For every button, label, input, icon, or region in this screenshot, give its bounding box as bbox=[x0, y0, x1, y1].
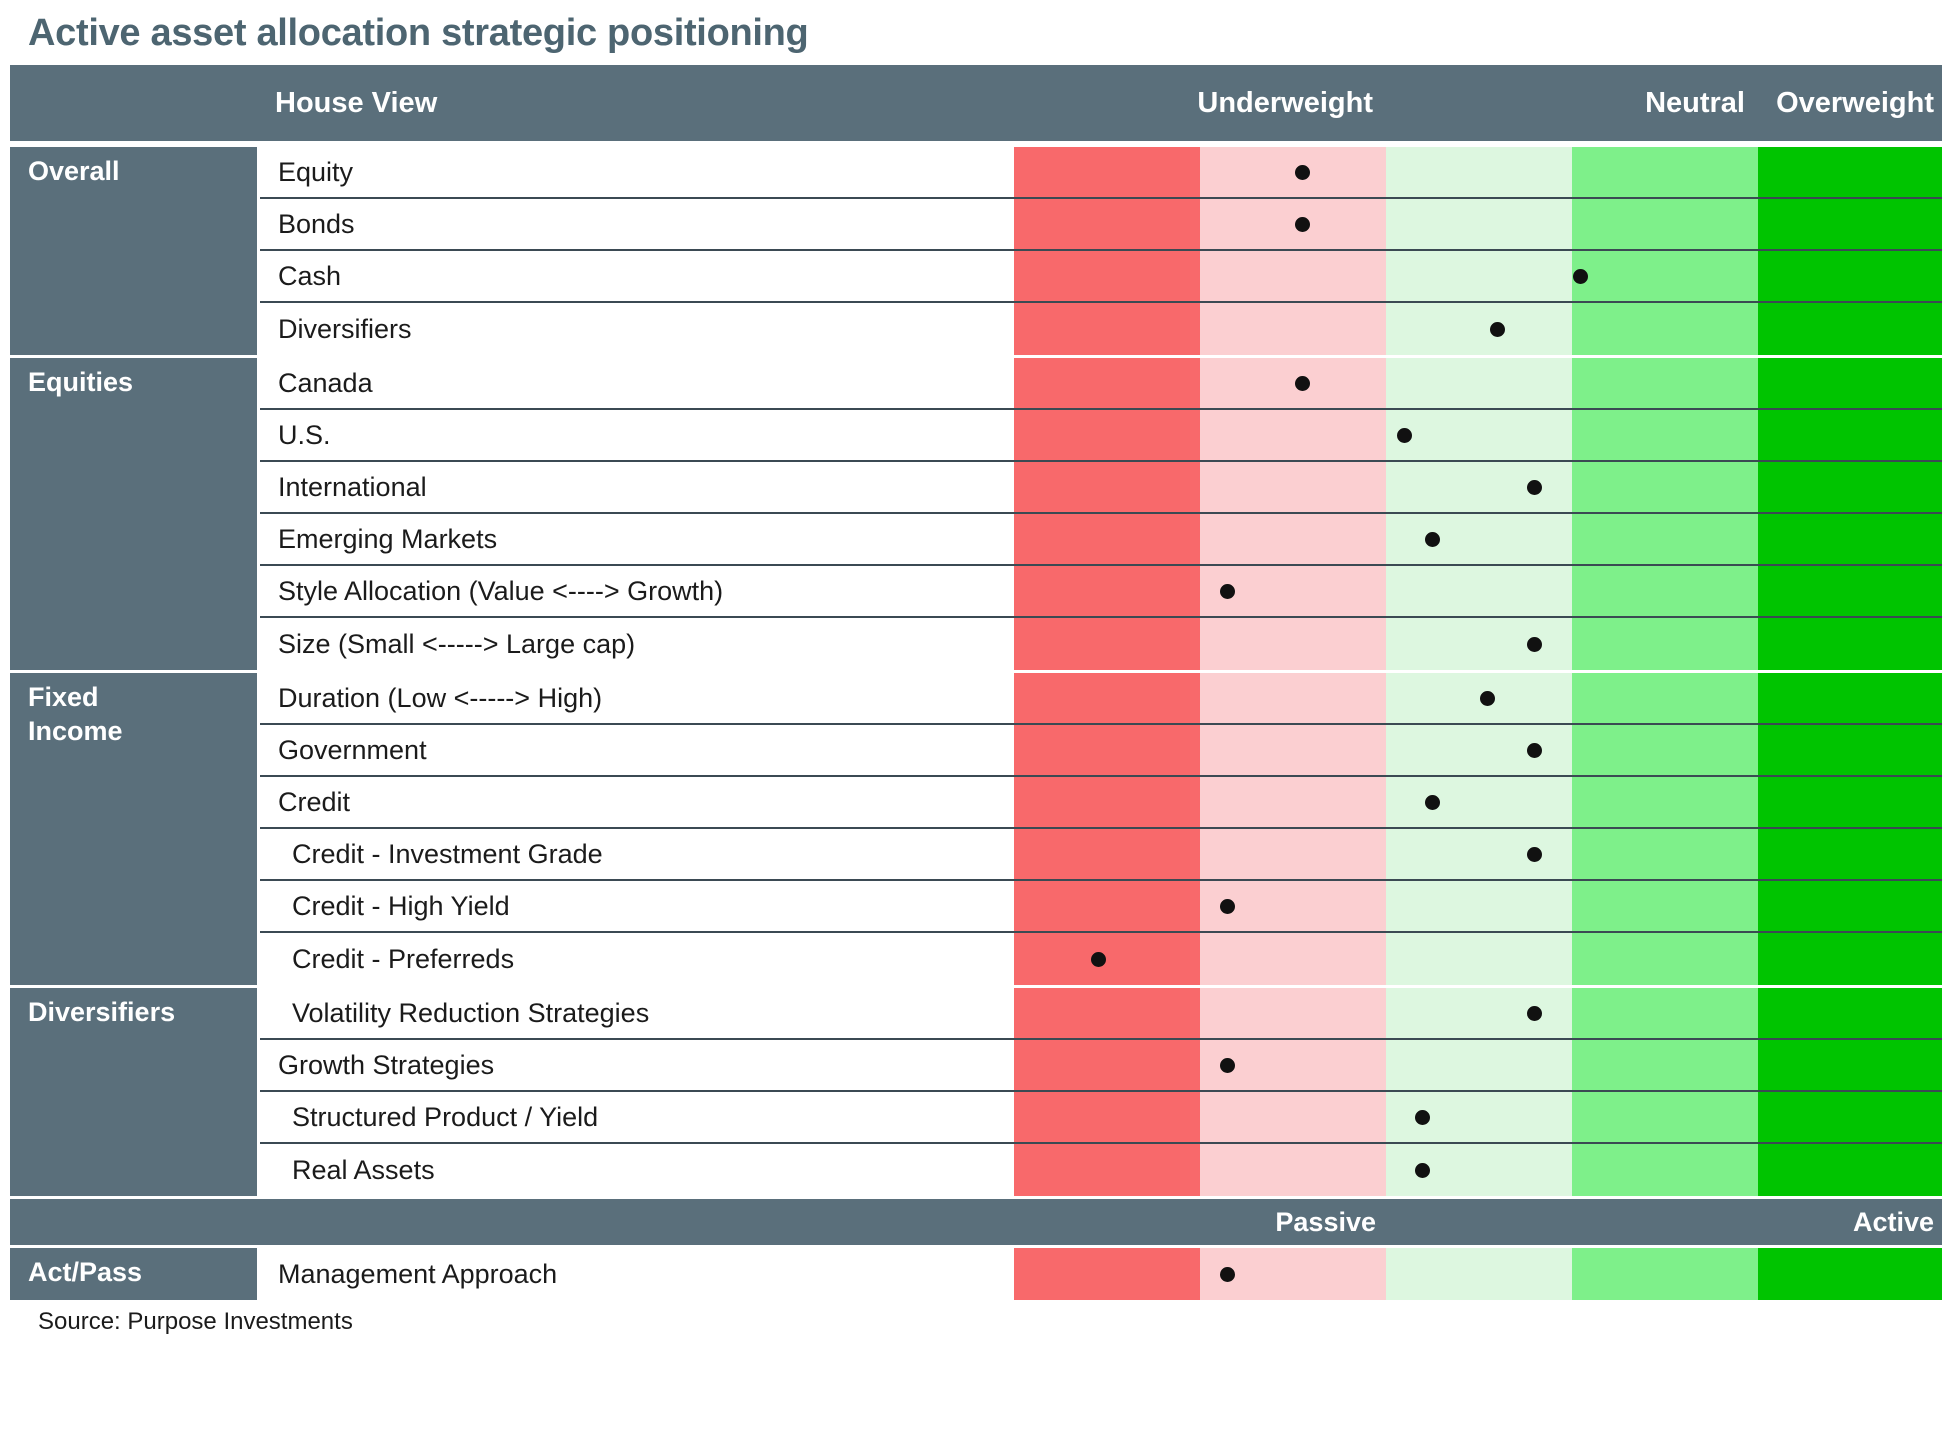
scale-segment-2 bbox=[1200, 251, 1386, 301]
scale-segment-4 bbox=[1572, 1248, 1758, 1300]
scale-segment-2 bbox=[1200, 410, 1386, 460]
header-neutral: Neutral bbox=[1645, 86, 1745, 119]
row-label: International bbox=[260, 462, 1014, 512]
header-underweight: Underweight bbox=[1197, 86, 1373, 119]
scale-segment-5 bbox=[1758, 673, 1942, 723]
scale-wrapper bbox=[1014, 514, 1942, 564]
row-scale bbox=[1014, 881, 1942, 931]
row-scale bbox=[1014, 566, 1942, 616]
table-row[interactable] bbox=[260, 933, 1942, 985]
row-label: Bonds bbox=[260, 199, 1014, 249]
scale-segment-3 bbox=[1386, 988, 1572, 1038]
scale-segment-1 bbox=[1014, 566, 1200, 616]
row-label: Style Allocation (Value <----> Growth) bbox=[260, 566, 1014, 616]
scale-segment-3 bbox=[1386, 199, 1572, 249]
scale-segment-3 bbox=[1386, 358, 1572, 408]
section-rows bbox=[260, 358, 1942, 670]
row-label: Cash bbox=[260, 251, 1014, 301]
scale-segment-5 bbox=[1758, 988, 1942, 1038]
scale-wrapper bbox=[1014, 1092, 1942, 1142]
scale-segment-4 bbox=[1572, 514, 1758, 564]
scale-segment-3 bbox=[1386, 881, 1572, 931]
table-row[interactable] bbox=[260, 881, 1942, 933]
scale-wrapper bbox=[1014, 988, 1942, 1038]
scale-segment-1 bbox=[1014, 410, 1200, 460]
table-row[interactable] bbox=[260, 1092, 1942, 1144]
scale-segment-3 bbox=[1386, 673, 1572, 723]
scale-segment-4 bbox=[1572, 462, 1758, 512]
row-scale bbox=[1014, 933, 1942, 985]
scale-segment-3 bbox=[1386, 1092, 1572, 1142]
scale-segment-3 bbox=[1386, 1040, 1572, 1090]
scale-segment-5 bbox=[1758, 303, 1942, 355]
scale-segment-1 bbox=[1014, 881, 1200, 931]
row-label: Diversifiers bbox=[260, 303, 1014, 355]
allocation-table bbox=[10, 65, 1942, 1300]
scale-segment-5 bbox=[1758, 725, 1942, 775]
scale-segment-2 bbox=[1200, 1092, 1386, 1142]
table-row[interactable] bbox=[260, 147, 1942, 199]
pa-mid-spacer bbox=[1386, 1207, 1758, 1238]
label-passive: Passive bbox=[1275, 1206, 1376, 1237]
scale-segment-3 bbox=[1386, 777, 1572, 827]
scale-segment-2 bbox=[1200, 725, 1386, 775]
scale-wrapper bbox=[1014, 303, 1942, 355]
scale-segment-1 bbox=[1014, 199, 1200, 249]
position-marker bbox=[1397, 428, 1412, 443]
row-label: Structured Product / Yield bbox=[260, 1092, 1014, 1142]
section-category-label: Fixed Income bbox=[10, 673, 260, 985]
row-label: Real Assets bbox=[260, 1144, 1014, 1196]
scale-segment-3 bbox=[1386, 933, 1572, 985]
scale-segment-1 bbox=[1014, 462, 1200, 512]
row-label: U.S. bbox=[260, 410, 1014, 460]
table-row[interactable] bbox=[260, 566, 1942, 618]
scale-wrapper bbox=[1014, 777, 1942, 827]
position-marker bbox=[1091, 952, 1106, 967]
position-marker bbox=[1527, 743, 1542, 758]
position-marker bbox=[1527, 480, 1542, 495]
row-scale bbox=[1014, 777, 1942, 827]
page-title: Active asset allocation strategic positioning bbox=[28, 12, 809, 54]
row-scale bbox=[1014, 303, 1942, 355]
position-marker bbox=[1425, 532, 1440, 547]
scale-segment-1 bbox=[1014, 933, 1200, 985]
row-label: Volatility Reduction Strategies bbox=[260, 988, 1014, 1038]
row-scale bbox=[1014, 514, 1942, 564]
scale-segment-3 bbox=[1386, 303, 1572, 355]
scale-segment-3 bbox=[1386, 410, 1572, 460]
scale-segment-4 bbox=[1572, 147, 1758, 197]
scale-segment-4 bbox=[1572, 251, 1758, 301]
section-diversifiers bbox=[10, 985, 1942, 1196]
actpass-container bbox=[10, 1245, 1942, 1300]
scale-segment-4 bbox=[1572, 1144, 1758, 1196]
scale-segment-2 bbox=[1200, 199, 1386, 249]
scale-segment-1 bbox=[1014, 1040, 1200, 1090]
position-marker bbox=[1490, 322, 1505, 337]
scale-segment-2 bbox=[1200, 829, 1386, 879]
scale-wrapper bbox=[1014, 358, 1942, 408]
row-scale bbox=[1014, 1040, 1942, 1090]
pa-scale bbox=[1014, 1207, 1942, 1238]
scale-wrapper bbox=[1014, 829, 1942, 879]
row-scale bbox=[1014, 988, 1942, 1038]
section-act-pass bbox=[10, 1245, 1942, 1300]
scale-segment-1 bbox=[1014, 1144, 1200, 1196]
scale-segment-4 bbox=[1572, 566, 1758, 616]
scale-segment-5 bbox=[1758, 933, 1942, 985]
scale-segment-5 bbox=[1758, 777, 1942, 827]
scale-segment-4 bbox=[1572, 1040, 1758, 1090]
row-label: Size (Small <-----> Large cap) bbox=[260, 618, 1014, 670]
scale-segment-4 bbox=[1572, 673, 1758, 723]
scale-segment-4 bbox=[1572, 199, 1758, 249]
source-note: Source: Purpose Investments bbox=[38, 1308, 353, 1335]
scale-segment-3 bbox=[1386, 566, 1572, 616]
scale-segment-4 bbox=[1572, 881, 1758, 931]
scale-segment-1 bbox=[1014, 673, 1200, 723]
scale-wrapper bbox=[1014, 1248, 1942, 1300]
row-scale bbox=[1014, 1092, 1942, 1142]
position-marker bbox=[1425, 795, 1440, 810]
scale-segment-3 bbox=[1386, 514, 1572, 564]
table-row[interactable] bbox=[260, 673, 1942, 725]
scale-segment-2 bbox=[1200, 1144, 1386, 1196]
scale-wrapper bbox=[1014, 462, 1942, 512]
scale-segment-2 bbox=[1200, 618, 1386, 670]
scale-segment-3 bbox=[1386, 829, 1572, 879]
row-scale bbox=[1014, 1144, 1942, 1196]
scale-segment-1 bbox=[1014, 618, 1200, 670]
row-label: Credit - High Yield bbox=[260, 881, 1014, 931]
scale-segment-5 bbox=[1758, 829, 1942, 879]
position-marker bbox=[1295, 217, 1310, 232]
row-label: Equity bbox=[260, 147, 1014, 197]
section-category-label: Act/Pass bbox=[10, 1248, 260, 1300]
scale-segment-5 bbox=[1758, 1144, 1942, 1196]
scale-segment-2 bbox=[1200, 147, 1386, 197]
scale-segment-2 bbox=[1200, 303, 1386, 355]
scale-segment-2 bbox=[1200, 514, 1386, 564]
scale-segment-5 bbox=[1758, 1040, 1942, 1090]
table-row[interactable] bbox=[260, 1040, 1942, 1092]
scale-segment-2 bbox=[1200, 673, 1386, 723]
table-row[interactable] bbox=[260, 1144, 1942, 1196]
position-marker bbox=[1295, 376, 1310, 391]
scale-segment-5 bbox=[1758, 566, 1942, 616]
sections-container bbox=[10, 144, 1942, 1196]
row-scale bbox=[1014, 251, 1942, 301]
scale-segment-2 bbox=[1200, 777, 1386, 827]
scale-wrapper bbox=[1014, 1040, 1942, 1090]
section-category-label: Diversifiers bbox=[10, 988, 260, 1196]
row-label: Management Approach bbox=[260, 1248, 1014, 1300]
scale-segment-2 bbox=[1200, 933, 1386, 985]
section-equities bbox=[10, 355, 1942, 670]
scale-segment-5 bbox=[1758, 618, 1942, 670]
position-marker bbox=[1527, 637, 1542, 652]
position-marker bbox=[1295, 165, 1310, 180]
table-row[interactable] bbox=[260, 251, 1942, 303]
table-row[interactable] bbox=[260, 829, 1942, 881]
scale-segment-5 bbox=[1758, 251, 1942, 301]
row-scale bbox=[1014, 410, 1942, 460]
table-row[interactable] bbox=[260, 618, 1942, 670]
section-rows bbox=[260, 1248, 1942, 1300]
scale-wrapper bbox=[1014, 410, 1942, 460]
row-scale bbox=[1014, 462, 1942, 512]
scale-wrapper bbox=[1014, 251, 1942, 301]
table-row[interactable] bbox=[260, 514, 1942, 566]
row-scale bbox=[1014, 147, 1942, 197]
scale-wrapper bbox=[1014, 725, 1942, 775]
position-marker bbox=[1527, 847, 1542, 862]
scale-segment-1 bbox=[1014, 777, 1200, 827]
scale-wrapper bbox=[1014, 618, 1942, 670]
scale-segment-4 bbox=[1572, 933, 1758, 985]
scale-wrapper bbox=[1014, 673, 1942, 723]
section-rows bbox=[260, 147, 1942, 355]
row-label: Credit - Investment Grade bbox=[260, 829, 1014, 879]
scale-segment-1 bbox=[1014, 829, 1200, 879]
header-house-view: House View bbox=[275, 86, 438, 119]
scale-wrapper bbox=[1014, 566, 1942, 616]
scale-segment-3 bbox=[1386, 1144, 1572, 1196]
header-overweight: Overweight bbox=[1776, 86, 1934, 119]
scale-segment-4 bbox=[1572, 303, 1758, 355]
table-row[interactable] bbox=[260, 777, 1942, 829]
scale-wrapper bbox=[1014, 881, 1942, 931]
position-marker bbox=[1573, 269, 1588, 284]
section-fixed-income bbox=[10, 670, 1942, 985]
scale-segment-4 bbox=[1572, 725, 1758, 775]
row-scale bbox=[1014, 829, 1942, 879]
table-row[interactable] bbox=[260, 462, 1942, 514]
header-scale bbox=[1011, 87, 1942, 120]
scale-segment-3 bbox=[1386, 1248, 1572, 1300]
row-label: Emerging Markets bbox=[260, 514, 1014, 564]
scale-segment-1 bbox=[1014, 303, 1200, 355]
scale-segment-2 bbox=[1200, 988, 1386, 1038]
scale-segment-1 bbox=[1014, 514, 1200, 564]
scale-segment-4 bbox=[1572, 618, 1758, 670]
scale-segment-3 bbox=[1386, 618, 1572, 670]
scale-wrapper bbox=[1014, 1144, 1942, 1196]
passive-active-bar bbox=[10, 1196, 1942, 1245]
table-row[interactable] bbox=[260, 410, 1942, 462]
table-row[interactable] bbox=[260, 199, 1942, 251]
table-row[interactable] bbox=[260, 1248, 1942, 1300]
scale-segment-5 bbox=[1758, 147, 1942, 197]
section-rows bbox=[260, 988, 1942, 1196]
scale-wrapper bbox=[1014, 933, 1942, 985]
scale-segment-3 bbox=[1386, 725, 1572, 775]
scale-segment-5 bbox=[1758, 1092, 1942, 1142]
section-rows bbox=[260, 673, 1942, 985]
scale-segment-5 bbox=[1758, 358, 1942, 408]
position-marker bbox=[1527, 1006, 1542, 1021]
scale-segment-5 bbox=[1758, 881, 1942, 931]
scale-segment-3 bbox=[1386, 251, 1572, 301]
scale-segment-4 bbox=[1572, 988, 1758, 1038]
row-label: Growth Strategies bbox=[260, 1040, 1014, 1090]
row-label: Credit - Preferreds bbox=[260, 933, 1014, 985]
scale-segment-5 bbox=[1758, 1248, 1942, 1300]
section-category-label: Equities bbox=[10, 358, 260, 670]
scale-segment-3 bbox=[1386, 462, 1572, 512]
scale-segment-1 bbox=[1014, 725, 1200, 775]
row-label: Duration (Low <-----> High) bbox=[260, 673, 1014, 723]
table-row[interactable] bbox=[260, 988, 1942, 1040]
row-scale bbox=[1014, 725, 1942, 775]
scale-segment-1 bbox=[1014, 251, 1200, 301]
scale-segment-3 bbox=[1386, 147, 1572, 197]
row-scale bbox=[1014, 358, 1942, 408]
row-scale bbox=[1014, 673, 1942, 723]
table-row[interactable] bbox=[260, 303, 1942, 355]
label-active: Active bbox=[1852, 1206, 1934, 1237]
table-row[interactable] bbox=[260, 358, 1942, 410]
scale-segment-1 bbox=[1014, 147, 1200, 197]
row-label: Canada bbox=[260, 358, 1014, 408]
row-scale bbox=[1014, 1248, 1942, 1300]
scale-wrapper bbox=[1014, 199, 1942, 249]
scale-segment-5 bbox=[1758, 514, 1942, 564]
scale-segment-5 bbox=[1758, 410, 1942, 460]
scale-segment-2 bbox=[1200, 358, 1386, 408]
row-label: Government bbox=[260, 725, 1014, 775]
scale-segment-4 bbox=[1572, 358, 1758, 408]
section-category-label: Overall bbox=[10, 147, 260, 355]
scale-segment-5 bbox=[1758, 199, 1942, 249]
scale-segment-1 bbox=[1014, 358, 1200, 408]
row-label: Credit bbox=[260, 777, 1014, 827]
scale-segment-4 bbox=[1572, 410, 1758, 460]
scale-segment-1 bbox=[1014, 988, 1200, 1038]
scale-segment-1 bbox=[1014, 1092, 1200, 1142]
scale-segment-5 bbox=[1758, 462, 1942, 512]
scale-segment-4 bbox=[1572, 777, 1758, 827]
scale-segment-4 bbox=[1572, 829, 1758, 879]
row-scale bbox=[1014, 199, 1942, 249]
table-row[interactable] bbox=[260, 725, 1942, 777]
scale-segment-4 bbox=[1572, 1092, 1758, 1142]
section-overall bbox=[10, 144, 1942, 355]
row-scale bbox=[1014, 618, 1942, 670]
table-header-row bbox=[10, 65, 1942, 144]
scale-wrapper bbox=[1014, 147, 1942, 197]
scale-segment-2 bbox=[1200, 462, 1386, 512]
scale-segment-1 bbox=[1014, 1248, 1200, 1300]
